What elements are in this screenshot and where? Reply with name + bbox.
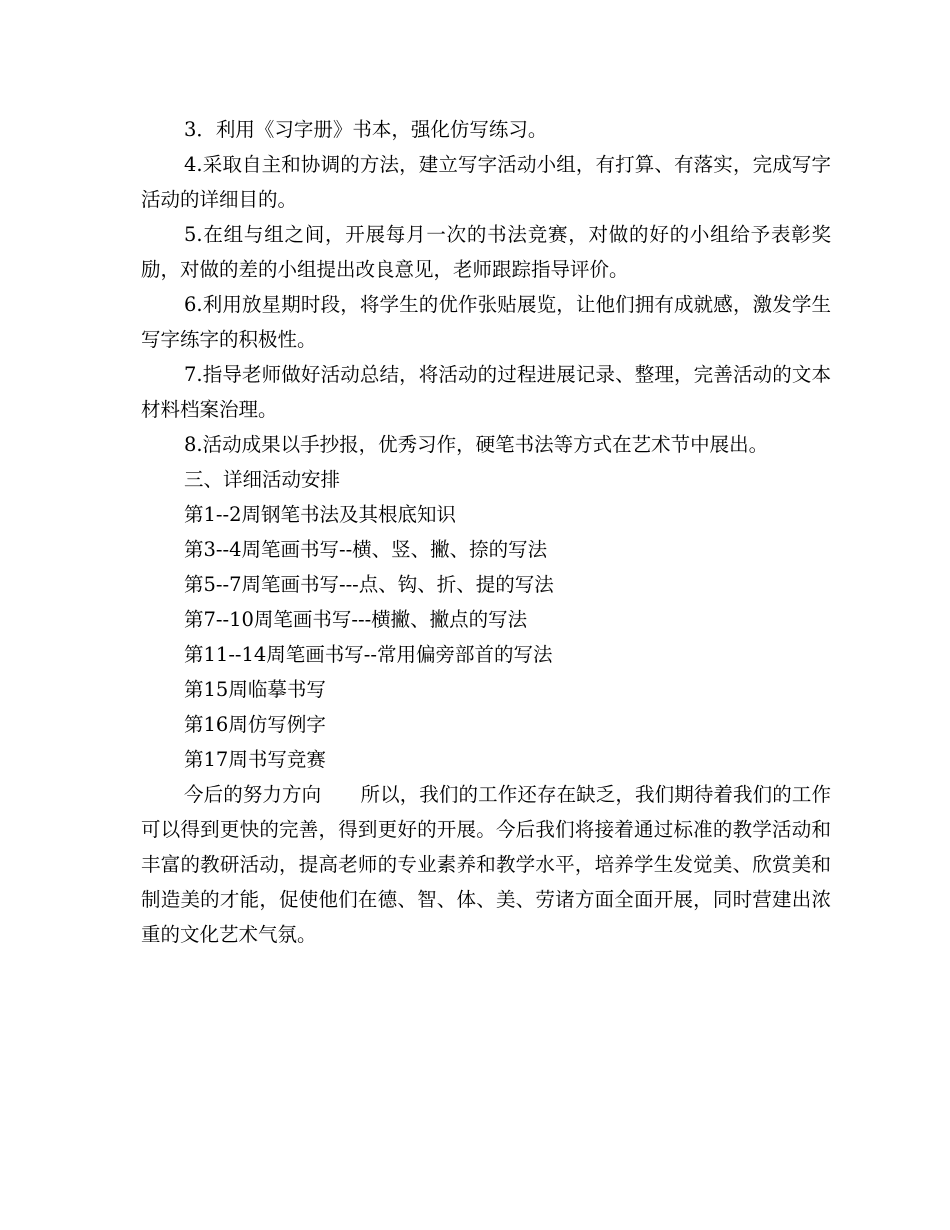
paragraph-item-3: 3．利用《习字册》书本，强化仿写练习。 [184, 118, 548, 141]
paragraph-item-5: 5.在组与组之间，开展每月一次的书法竞赛，对做的好的小组给予表彰奖励，对做的差的小组提出改良意见，老师跟踪指导评价。 [141, 223, 831, 281]
schedule-item-week-11-14: 第11--14周笔画书写--常用偏旁部首的写法 [184, 643, 553, 666]
future-direction-paragraph: 今后的努力方向 所以，我们的工作还存在缺乏，我们期待着我们的工作可以得到更快的完善，得到更好的开展。今后我们将接着通过标准的教学活动和丰富的教研活动，提高老师的专业素养和教学水平，培养学生发觉美、欣赏美和制造美的才能，促使他们在德、智、体、美、劳诸方面全面开展，同时营建出浓重的文化艺术气氛。 [141, 783, 831, 946]
schedule-item-week-16: 第16周仿写例字 [184, 713, 326, 736]
paragraph-item-8: 8.活动成果以手抄报，优秀习作，硬笔书法等方式在艺术节中展出。 [184, 433, 769, 456]
schedule-item-week-15: 第15周临摹书写 [184, 678, 326, 701]
schedule-item-week-5-7: 第5--7周笔画书写---点、钩、折、提的写法 [184, 573, 554, 596]
document-body [141, 112, 831, 952]
section-heading-schedule: 三、详细活动安排 [184, 468, 341, 491]
paragraph-item-4: 4.采取自主和协调的方法，建立写字活动小组，有打算、有落实，完成写字活动的详细目的。 [141, 153, 831, 211]
schedule-item-week-17: 第17周书写竞赛 [184, 748, 326, 771]
schedule-item-week-7-10: 第7--10周笔画书写---横撇、撇点的写法 [184, 608, 528, 631]
schedule-item-week-1-2: 第1--2周钢笔书法及其根底知识 [184, 503, 456, 526]
schedule-item-week-3-4: 第3--4周笔画书写--横、竖、撇、捺的写法 [184, 538, 548, 561]
paragraph-item-7: 7.指导老师做好活动总结，将活动的过程进展记录、整理，完善活动的文本材料档案治理。 [141, 363, 831, 421]
paragraph-item-6: 6.利用放星期时段，将学生的优作张贴展览，让他们拥有成就感，激发学生写字练字的积极性。 [141, 293, 831, 351]
